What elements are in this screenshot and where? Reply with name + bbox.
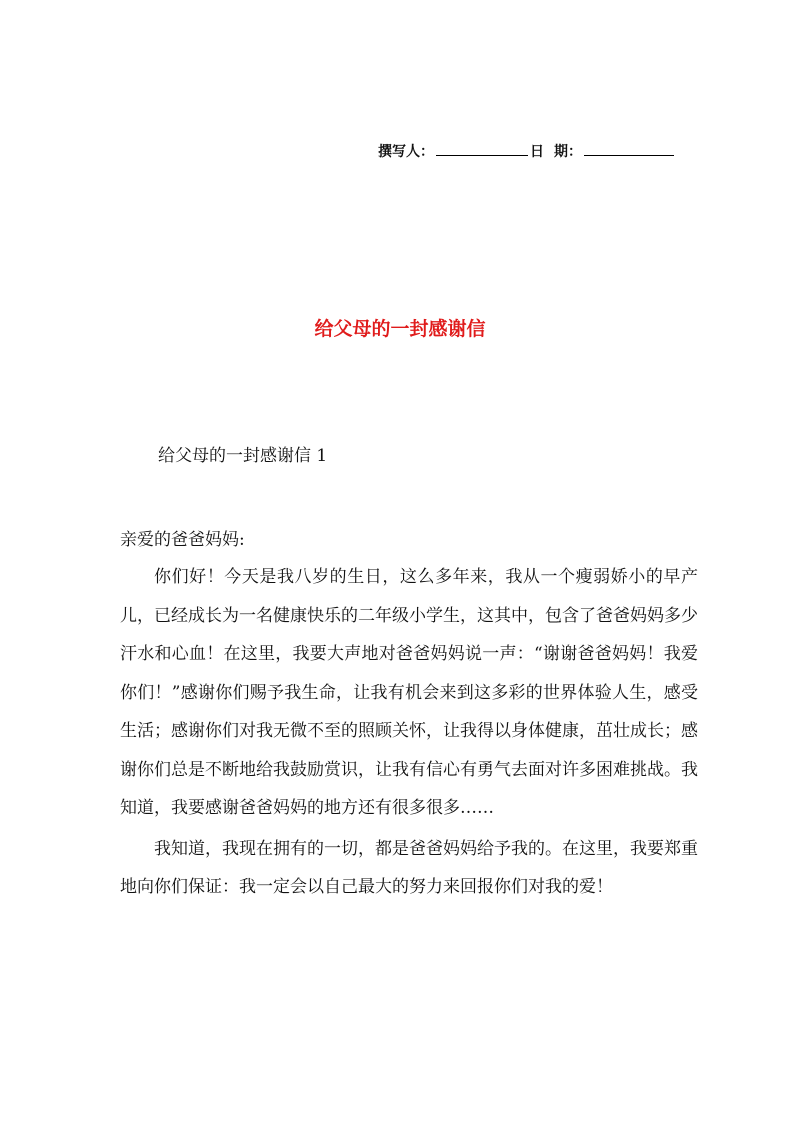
author-date-line [378, 141, 674, 161]
salutation: 亲爱的爸爸妈妈: [120, 530, 245, 550]
body-paragraph-2: 我知道，我现在拥有的一切，都是爸爸妈妈给予我的。在这里，我要郑重地向你们保证：我一定会以自己最大的努力来回报你们对我的爱！ [120, 838, 698, 897]
date-label: 日 期： [530, 144, 582, 160]
body-paragraph-1: 你们好！今天是我八岁的生日，这么多年来，我从一个瘦弱娇小的早产儿，已经成长为一名健康快乐的二年级小学生，这其中，包含了爸爸妈妈多少汗水和心血！在这里，我要大声地对爸爸妈妈说一声：“谢谢爸爸妈妈！我爱你们！”感谢你们赐予我生命，让我有机会来到这多彩的世界体验人生，感受生活；感谢你们对我无微不至的照顾关怀，让我得以身体健康，茁壮成长；感谢你们总是不断地给我鼓励赏识，让我有信心有勇气去面对许多困难挑战。我知道，我要感谢爸爸妈妈的地方还有很多很多…… [120, 567, 698, 818]
author-label: 撰写人： [378, 144, 434, 160]
author-blank-line [436, 141, 528, 156]
letter-subtitle: 给父母的一封感谢信 1 [158, 446, 328, 466]
date-blank-line [584, 141, 674, 156]
letter-body [120, 558, 698, 907]
main-title: 给父母的一封感谢信 [314, 318, 486, 340]
